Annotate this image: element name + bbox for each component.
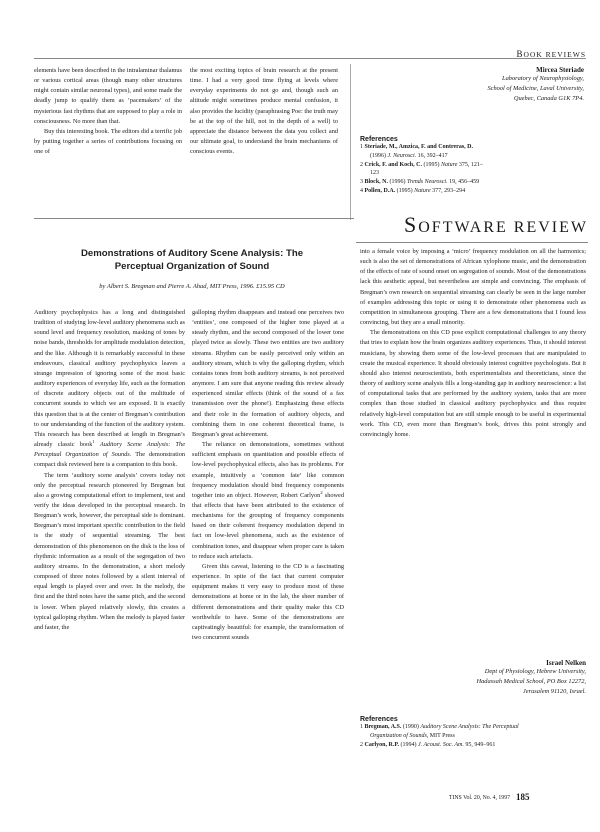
reference-authors: Block, N.: [364, 179, 389, 186]
review-col2-citation: 2: [320, 489, 323, 495]
reference-authors: Crick, F. and Koch, C.: [364, 161, 422, 168]
top-bottom-rule: [34, 218, 354, 219]
reference-num: 4: [360, 187, 363, 194]
review-signature-aff-1: Dept of Physiology, Hebrew University,: [484, 668, 586, 675]
reference-tail: 19, 456–459: [447, 179, 480, 186]
review-col2-para-3: Given this caveat, listening to the CD is a fascinating experience. In spite of the fact that current computer equipment makes it very easy to produce most of these demonstrations at home or in the lab, the sheer number of different demonstrations and their quality make this CD worthwhile to have. Some of the demonstrations are captivatingly beautiful: for example, the transformation of two concurrent sounds: [192, 562, 344, 641]
top_article-reference: [360, 161, 490, 179]
top_article-reference: [360, 187, 490, 196]
reference-year: (1990): [401, 724, 421, 730]
review-col1-para-1-text: Auditory psychophysics has a long and distinguished tradition of studying low-level auditory phenomena such as sound level and frequency resolution, masking of tones by noise bands, thresholds for amplitude modulation detection, and the like. Although it is remarkably successful in these endeavours, classical auditory psychophysics leaves a strange impression of ignoring some of the most basic auditory experiences of everyday life, such as the formation of discrete auditory objects out of the multitude of concurrent sounds to which we are exposed. It is exactly this question that is at the center of Bregman’s contribution to our understanding of the function of the auditory system. This research has been described at length in Bregman’s already classic book: [34, 309, 185, 449]
running-head-rest: OOK REVIEWS: [523, 50, 586, 59]
top-signature-aff-2: School of Medicine, Laval University,: [487, 85, 584, 92]
running-head-cap: B: [516, 49, 524, 59]
reference-journal: J. Neurosci.: [387, 152, 417, 159]
review-col-2: [192, 308, 344, 643]
reference-num: 1: [360, 144, 363, 150]
reference-year: (1996): [388, 179, 408, 186]
review-title-line-1: Demonstrations of Auditory Scene Analysis: The: [80, 248, 304, 259]
review-col2-tail: showed that effects that have been attributed to the existence of mechanisms for the grouping of frequency components based on their coherent frequency modulation depend in fact on low-level phenomena, such as the existence of combination tones, and disappear when proper care is taken to reduce such artefacts.: [192, 491, 344, 560]
reference-journal: Nature: [414, 187, 431, 194]
software-review-rule: [356, 242, 588, 243]
review-signature-aff-3: Jerusalem 91120, Israel.: [522, 688, 586, 695]
software-review-label: [356, 212, 588, 238]
review-col-3: [360, 247, 586, 440]
page-number: 185: [516, 792, 530, 802]
software-review-rest: OFTWARE REVIEW: [418, 219, 588, 236]
review-col1-para-1: [34, 308, 185, 471]
top-col1-para-1: elements have been described in the intralaminar thalamus or various cortical areas (though many other structures might contain similar neuronal types), and some made the deadly jump to qualify them as ‘pacemakers’ of the mysterious fast rhythms that are supposed to play a role in consciousness. No more than that.: [34, 67, 182, 125]
review-title-line-2: Perceptual Organization of Sound: [114, 261, 270, 272]
review-col2-para-2-text: The reliance on demonstrations, sometimes without sufficient emphasis on quantitation and possible effects of low-level psychophysical effects, also has its problems. For example, intuitively a ‘common fate’ like common frequency modulation should bind frequency components together into an object. However, Robert Carlyon: [192, 441, 344, 499]
reference-journal: Nature: [440, 161, 458, 168]
top_article-reference: [360, 178, 490, 187]
top-col1-para-2: Buy this interesting book. The editors did a terrific job by putting together a series of contributions focusing on one of: [34, 127, 182, 156]
reference-journal: J. Acoust. Soc. Am.: [417, 741, 464, 748]
reference-journal: Auditory Scene Analysis: The Perceptual Organization of Sounds: [370, 724, 519, 739]
reference-authors: Carlyon, R.P.: [364, 741, 399, 748]
reference-num: 3: [360, 179, 363, 186]
reference-year: (1995): [421, 161, 441, 168]
review-col1-book-title: Auditory Scene Analysis: The Perceptual Organization of Sounds: [34, 441, 185, 459]
review-col2-para-1: galloping rhythm disappears and instead one perceives two ‘entities’, one composed of the higher tone played at a steady rhythm, and the second composed of the lower tone played twice as slowly. These two entities are two auditory streams. Rhythm can be easily perceived only within an auditory stream, which is why the galloping rhythm, which contains tones from both auditory streams, is not perceived anymore. I am sure that anyone reading this review already experienced similar effects (think of the sound of a fax transmission over the phone!). Emphasizing these effects and their role in the formation of auditory objects, and combining them in one coherent theoretical frame, is Bregman’s great achievement.: [192, 309, 344, 438]
top-signature-name: Mircea Steriade: [536, 66, 584, 74]
footer-journal-info: TINS Vol. 20, No. 4, 1997: [448, 795, 510, 801]
review-col-1: [34, 308, 185, 633]
review-byline: by Albert S. Bregman and Pierre A. Ahad, MIT Press, 1996. £15.95 CD: [99, 283, 285, 290]
running-head: [494, 44, 586, 62]
header-rule: [34, 58, 586, 59]
reference-num: 1: [360, 724, 363, 730]
top-references-list: [360, 143, 490, 196]
software-review-cap: S: [403, 212, 419, 237]
review-signature-name: Israel Nelken: [546, 659, 586, 667]
review-col1-citation: 1: [92, 438, 95, 444]
reference-tail: 375, 121–123: [370, 161, 483, 177]
top-col-2: [190, 66, 338, 157]
reference-num: 2: [360, 741, 363, 748]
review-references: [360, 716, 528, 749]
reference-num: 2: [360, 161, 363, 168]
top-signature-aff-3: Quebec, Canada G1K 7P4.: [513, 95, 584, 102]
reference-year: (1994): [398, 741, 418, 748]
reference-authors: Pollen, D.A.: [364, 187, 396, 194]
reference-tail: 16, 392–417: [416, 152, 448, 159]
review-col3-para-2: The demonstrations on this CD pose explicit computational challenges to any theory that tries to explain how the brain organizes auditory experiences. Thus, it should interest musicians, by showing them some of the low-level processes that are manipulated to create the musical experience. It should obviously interest cognitive psychologists. But it should also interest neuroscientists, both experimentalists and theoreticians, since the theory of auditory scene analysis fills a long-standing gap in auditory neuroscience: a list of computational tasks that are performed by the auditory system, tasks that are more complex than those studied in classical auditory psychophysics and thus require relatively high-level computation but are still simple enough to be useful in experimental work. This CD, even more than Bregman’s book, drives this point strongly and convincingly home.: [360, 329, 586, 438]
software_review-reference: [360, 723, 528, 741]
reference-authors: Steriade, M., Amzica, F. and Contreras, D.: [364, 144, 473, 150]
reference-authors: Bregman, A.S.: [364, 724, 402, 730]
review-title-block: [34, 247, 350, 273]
review-col1-tail: . The demonstration compact disk reviewed here is a companion to this book.: [34, 451, 185, 469]
software_review-reference: [360, 741, 528, 750]
review-col3-para-1: into a female voice by imposing a ‘micro’ frequency modulation on all the harmonics; such is also the set of demonstrations of African xylophone music, and the demonstration of the effects of rate of sound onset on segregation of sounds. Most of the demonstrations lack this aesthetic appeal, but nevertheless are simple and convincing. The emphasis of Bregman’s own research on sequential streaming can clearly be seen in the large number of examples addressing this topic or using it to demonstrate other phenomena such as competition in simultaneous grouping. There are a few demonstrations that I found less convincing, but they are a small minority.: [360, 248, 586, 327]
reference-journal: Trends Neurosci.: [407, 179, 448, 186]
review-references-list: [360, 723, 528, 749]
reference-tail: , MIT Press: [426, 732, 455, 739]
review-col1-para-2: The term ‘auditory scene analysis’ covers today not only the perceptual research pioneered by Bregman but also a growing computational effort to implement, test and verify the ideas developed in the perceptual research. In Bregman’s work, however, the perceptual side is dominant. Bregman’s most important specific contribution to the field is the study of sequential streaming. The best demonstration of this phenomenon on the disk is the loss of rhythmic information as a result of the segregation of two auditory streams. In the demonstration, a short melody composed of three notes followed by a silent interval of equal length is played over and over. In the melody, the first and the third notes have the same pitch, and the second is lower. When played relatively slowly, this creates a typical galloping rhythm. When the melody is played faster and faster, the: [34, 471, 185, 631]
top-signature-aff-1: Laboratory of Neurophysiology,: [502, 75, 584, 82]
top-column-rule: [350, 64, 351, 220]
reference-year: (1996): [370, 152, 388, 159]
review-col2-para-2: [192, 440, 344, 562]
reference-year: (1995): [395, 187, 415, 194]
top-col-1: [34, 66, 182, 157]
review-references-heading: References: [360, 716, 398, 723]
top-col2-para-1: the most exciting topics of brain research at the present time. I had a very good time flying at levels where everyday experiments do not go and, though such an altitude might sometimes produce mental confusion, it also provides the lucidity (paraphrasing Poe: the truth may be at the top of the hill, not in the depth of a well) to appreciate the distance between the data you collect and our ultimate goal, to understand the brain mechanisms of conscious events.: [190, 67, 338, 156]
top-references: [360, 136, 490, 196]
top_article-reference: [360, 143, 490, 161]
review-signature-aff-2: Hadassah Medical School, PO Box 12272,: [476, 678, 586, 685]
reference-tail: 95, 949–961: [463, 741, 496, 748]
top-signature: [360, 66, 584, 104]
review-signature: [360, 659, 586, 697]
reference-tail: 377, 293–294: [430, 187, 466, 194]
top-references-heading: References: [360, 136, 398, 143]
